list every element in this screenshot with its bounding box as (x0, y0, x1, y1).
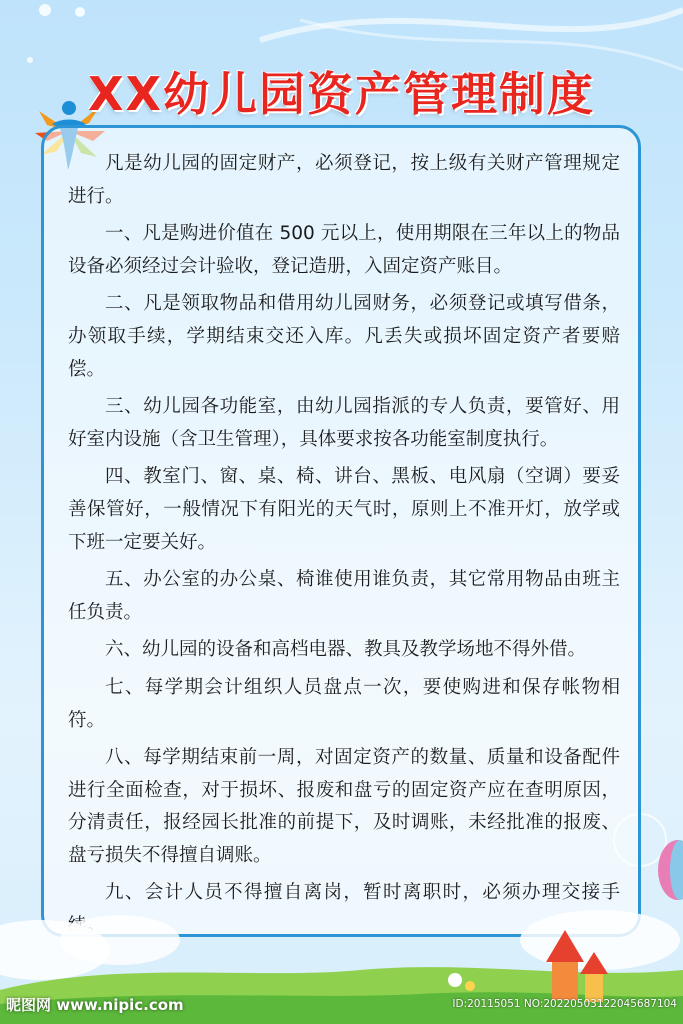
paragraph-rule-2: 二、凡是领取物品和借用幼儿园财务，必须登记或填写借条，办领取手续，学期结束交还入库。凡丢失或损坏固定资产者要赔偿。 (68, 293, 620, 380)
watermark-id: ID:20115051 NO:20220503122045687104 (452, 998, 677, 1010)
paragraph-rule-1: 一、凡是购进价值在 500 元以上，使用期限在三年以上的物品设备必须经过会计验收，登记造册，入固定资产账目。 (68, 223, 620, 277)
paragraph-rule-3: 三、幼儿园各功能室，由幼儿园指派的专人负责，要管好、用好室内设施（含卫生管理），具体要求按各功能室制度执行。 (68, 396, 620, 450)
paragraph-rule-4: 四、教室门、窗、桌、椅、讲台、黑板、电风扇（空调）要妥善保管好，一般情况下有阳光的天气时，原则上不准开灯，放学或下班一定要关好。 (68, 466, 620, 553)
paragraph-intro: 凡是幼儿园的固定财产，必须登记，按上级有关财产管理规定进行。 (68, 153, 620, 207)
paragraph-rule-7: 七、每学期会计组织人员盘点一次，要使购进和保存帐物相符。 (68, 676, 620, 731)
paragraph-rule-5: 五、办公室的办公桌、椅谁使用谁负责，其它常用物品由班主任负责。 (68, 569, 620, 623)
paragraph-rule-6: 六、幼儿园的设备和高档电器、教具及教学场地不得外借。 (105, 639, 587, 661)
watermark-site: 昵图网 www.nipic.com (6, 996, 184, 1014)
paragraph-rule-8: 八、每学期结束前一周，对固定资产的数量、质量和设备配件进行全面检查，对于损坏、报废和盘亏的固定资产应在查明原因，分清责任，报经园长批准的前提下，及时调账，未经批准的报废、盘亏损失不得擅自调账。 (68, 747, 620, 866)
paragraph-rule-9: 九、会计人员不得擅自离岗，暂时离职时，必须办理交接手 (105, 882, 620, 904)
page-title: XX幼儿园资产管理制度 (88, 67, 595, 121)
rules-content (68, 148, 620, 948)
